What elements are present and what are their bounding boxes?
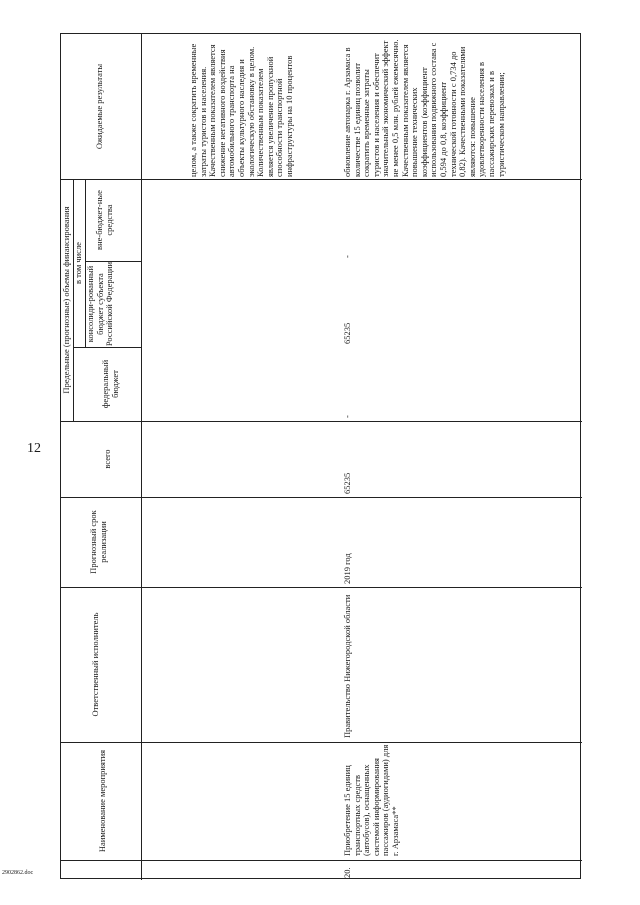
row-federal: -: [342, 415, 352, 418]
divider-name: [61, 742, 582, 743]
header-offbudget: вне-бюджет-ные средства: [94, 190, 114, 250]
header-name: Наименование мероприятия: [97, 749, 107, 853]
page-number: 12: [27, 441, 41, 456]
divider-executor: [61, 587, 582, 588]
divider-term: [61, 497, 582, 498]
row-total: 65235: [342, 472, 352, 494]
divider-results: [61, 179, 582, 180]
row-number: 20.: [342, 867, 352, 878]
rotated-table: [60, 33, 581, 879]
header-executor: Ответственный исполнитель: [90, 612, 100, 717]
footer-code: 2902862.doc: [2, 870, 34, 876]
header-funding: Предельные (прогнозные) объемы финансирования: [61, 206, 71, 394]
row-regional: 65235: [342, 322, 352, 344]
continuation-results: целом, а также сократить временные затраты туристов и населения. Качественным показателем является снижение негативного воздействия автомобильного транспорта на объекты культурного наследия и экологическую обстановку в целом. Количественным показателем является увеличение пропускной способности транспортной инфраструктуры на 10 процентов: [188, 43, 294, 177]
header-term: Прогнозный срок реализации: [88, 510, 108, 574]
header-total: всего: [102, 449, 112, 469]
row-offbudget: -: [342, 255, 352, 258]
header-results: Ожидаемые результаты: [94, 63, 104, 150]
header-including: в том числе: [73, 242, 83, 284]
header-federal: федеральный бюджет: [100, 359, 120, 409]
divider-total: [61, 421, 582, 422]
row-name: Приобретение 15 единиц транспортных средств (автобусов), оснащенных системой информирования пассажиров (аудиогидами) для г. Арзамаса**: [342, 744, 400, 856]
header-regional: консолиди-рованный бюджет субъекта Российской Федерации: [85, 261, 115, 347]
row-results: обновление автопарка г. Арзамаса в количестве 15 единиц позволит сократить временные затраты туристов и населения и обеспечит значительный экономический эффект не менее 0,5 млн. рублей ежемесячно. Качественным показателем является повышение технических коэффициентов (коэффициент использования подвижного состава с 0,594 до 0,8, коэффициент технической готовности с 0,734 до 0,82). Качественными показателями являются: повышение удовлетворенности населения в пассажирских перевозках и в туристическом направлении;: [342, 39, 506, 177]
header-body-divider: [141, 34, 142, 880]
row-term: 2019 год: [342, 553, 352, 584]
row-executor: Правительство Нижегородской области: [342, 594, 352, 738]
divider-number: [61, 860, 582, 861]
